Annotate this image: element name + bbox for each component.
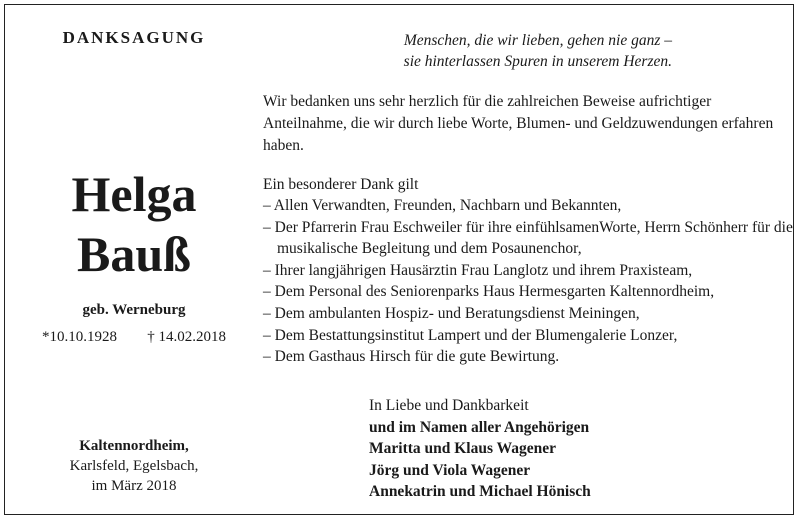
place-and-date bbox=[20, 436, 248, 496]
list-item: – Dem Gasthaus Hirsch für die gute Bewirtung. bbox=[263, 348, 560, 366]
death-date: † 14.02.2018 bbox=[147, 329, 226, 345]
maiden-name: geb. Werneburg bbox=[82, 302, 186, 318]
signature-line-4: Annekatrin und Michael Hönisch bbox=[369, 483, 591, 500]
list-item: – Dem Bestattungsinstitut Lampert und der Blumengalerie Lonzer, bbox=[263, 326, 678, 344]
quote-line-1: Menschen, die wir lieben, gehen nie ganz – bbox=[403, 32, 672, 49]
signature-closing: In Liebe und Dankbarkeit bbox=[369, 397, 529, 414]
thanks-paragraph: Wir bedanken uns sehr herzlich für die zahlreichen Beweise aufrichtiger Anteilnahme, die wir durch liebe Worte, Blumen- und Geldzuwendungen erfahren haben. bbox=[263, 93, 774, 154]
deceased-last-name: Bauß bbox=[77, 226, 191, 282]
list-item: – Allen Verwandten, Freunden, Nachbarn und Bekannten, bbox=[263, 197, 622, 214]
memorial-quote bbox=[340, 30, 672, 72]
place-date: im März 2018 bbox=[91, 478, 177, 494]
place-town: Kaltennordheim, bbox=[79, 438, 189, 454]
quote-line-2: sie hinterlassen Spuren in unserem Herzen. bbox=[403, 53, 672, 70]
signature-block bbox=[369, 395, 591, 503]
deceased-first-name: Helga bbox=[71, 166, 197, 222]
signature-line-2: Maritta und Klaus Wagener bbox=[369, 440, 557, 457]
signature-line-1: und im Namen aller Angehörigen bbox=[369, 418, 590, 436]
list-item: – Ihrer langjährigen Hausärztin Frau Langlotz und ihrem Praxisteam, bbox=[263, 261, 693, 279]
thanks-list bbox=[263, 195, 793, 368]
thanks-intro: Ein besonderer Dank gilt bbox=[263, 176, 419, 193]
signature-line-3: Jörg und Viola Wagener bbox=[369, 461, 531, 479]
birth-date: *10.10.1928 bbox=[42, 329, 117, 345]
life-dates bbox=[42, 329, 226, 346]
deceased-name bbox=[20, 164, 248, 284]
place-line2: Karlsfeld, Egelsbach, bbox=[69, 458, 199, 474]
list-item: – Dem Personal des Seniorenparks Haus Hermesgarten Kaltennordheim, bbox=[263, 283, 715, 301]
list-item: – Dem ambulanten Hospiz- und Beratungsdienst Meiningen, bbox=[263, 304, 640, 322]
notice-heading: DANKSAGUNG bbox=[62, 28, 206, 47]
list-item: – Der Pfarrerin Frau Eschweiler für ihre einfühlsamenWorte, Herrn Schönherr für die musikalische Begleitung und dem Posaunenchor, bbox=[263, 218, 793, 258]
